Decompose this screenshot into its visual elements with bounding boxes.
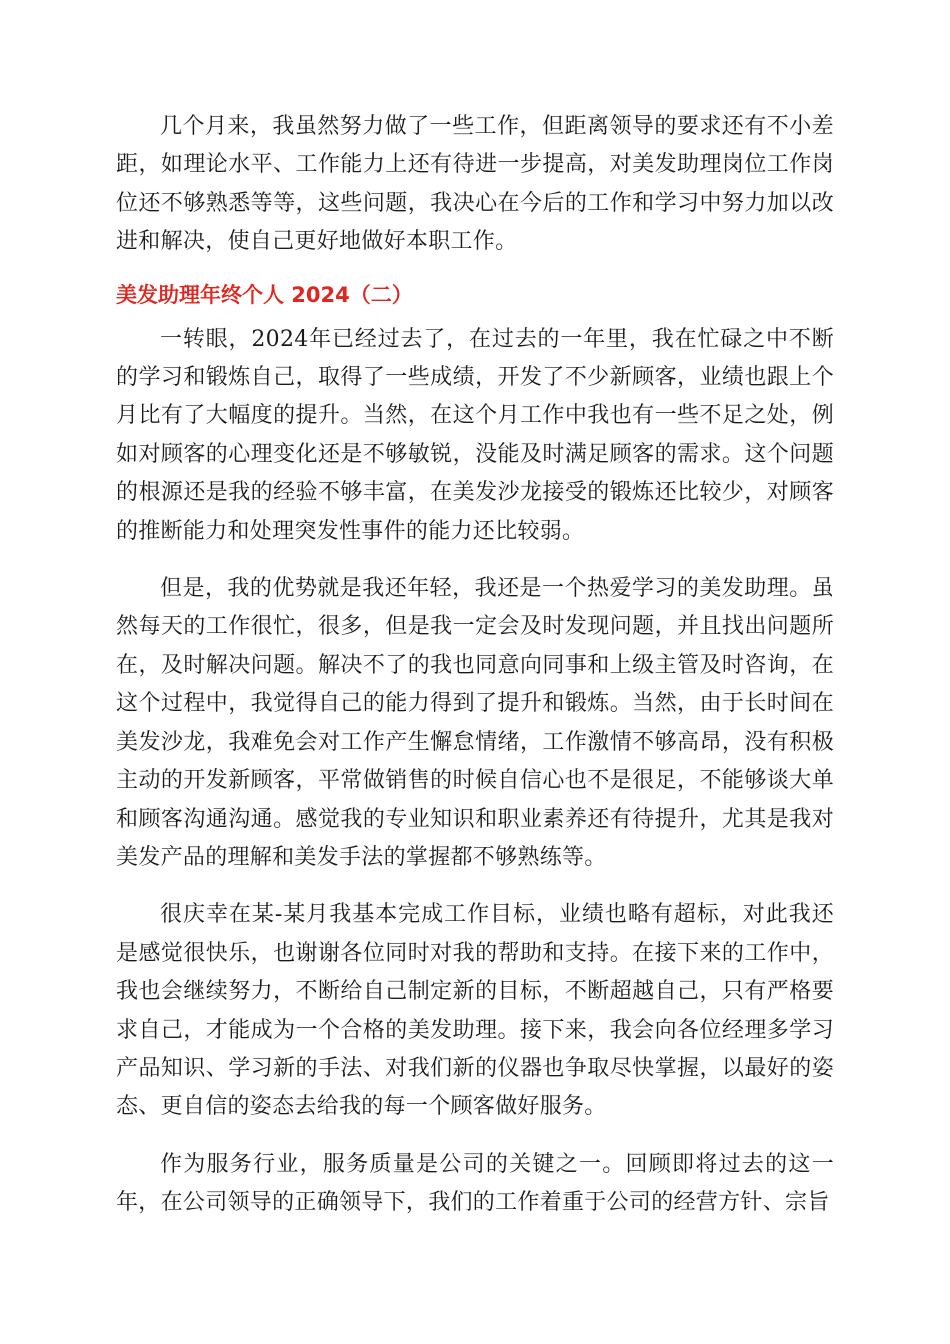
body-paragraph-3: 很庆幸在某-某月我基本完成工作目标，业绩也略有超标，对此我还是感觉很快乐，也谢谢各位同时对我的帮助和支持。在接下来的工作中，我也会继续努力，不断给自己制定新的目标，不断超越自己，只有严格要求自己，才能成为一个合格的美发助理。接下来，我会向各位经理多学习产品知识、学习新的手法、对我们新的仪器也争取尽快掌握，以最好的姿态、更自信的姿态去给我的每一个顾客做好服务。 — [116, 902, 834, 1120]
body-paragraph-2: 但是，我的优势就是我还年轻，我还是一个热爱学习的美发助理。虽然每天的工作很忙，很多，但是我一定会及时发现问题，并且找出问题所在，及时解决问题。解决不了的我也同意向同事和上级主管及时咨询，在这个过程中，我觉得自己的能力得到了提升和锻炼。当然，由于长时间在美发沙龙，我难免会对工作产生懈怠情绪，工作激情不够高昂，没有积极主动的开发新顾客，平常做销售的时候自信心也不是很足，不能够谈大单和顾客沟通沟通。感觉我的专业知识和职业素养还有待提升，尤其是我对美发产品的理解和美发手法的掌握都不够熟练等。 — [116, 576, 834, 870]
intro-paragraph: 几个月来，我虽然努力做了一些工作，但距离领导的要求还有不小差距，如理论水平、工作能力上还有待进一步提高，对美发助理岗位工作岗位还不够熟悉等等，这些问题，我决心在今后的工作和学习中努力加以改进和解决，使自己更好地做好本职工作。 — [116, 114, 834, 255]
section-heading: 美发助理年终个人 2024（二） — [116, 282, 413, 307]
document-page — [116, 108, 834, 1223]
body-paragraph-4: 作为服务行业，服务质量是公司的关键之一。回顾即将过去的这一年，在公司领导的正确领导下，我们的工作着重于公司的经营方针、宗旨 — [116, 1151, 834, 1216]
body-paragraph-1: 一转眼，2024年已经过去了，在过去的一年里，我在忙碌之中不断的学习和锻炼自己，取得了一些成绩，开发了不少新顾客，业绩也跟上个月比有了大幅度的提升。当然，在这个月工作中我也有一些不足之处，例如对顾客的心理变化还是不够敏锐，没能及时满足顾客的需求。这个问题的根源还是我的经验不够丰富，在美发沙龙接受的锻炼还比较少，对顾客的推断能力和处理突发性事件的能力还比较弱。 — [116, 326, 834, 544]
